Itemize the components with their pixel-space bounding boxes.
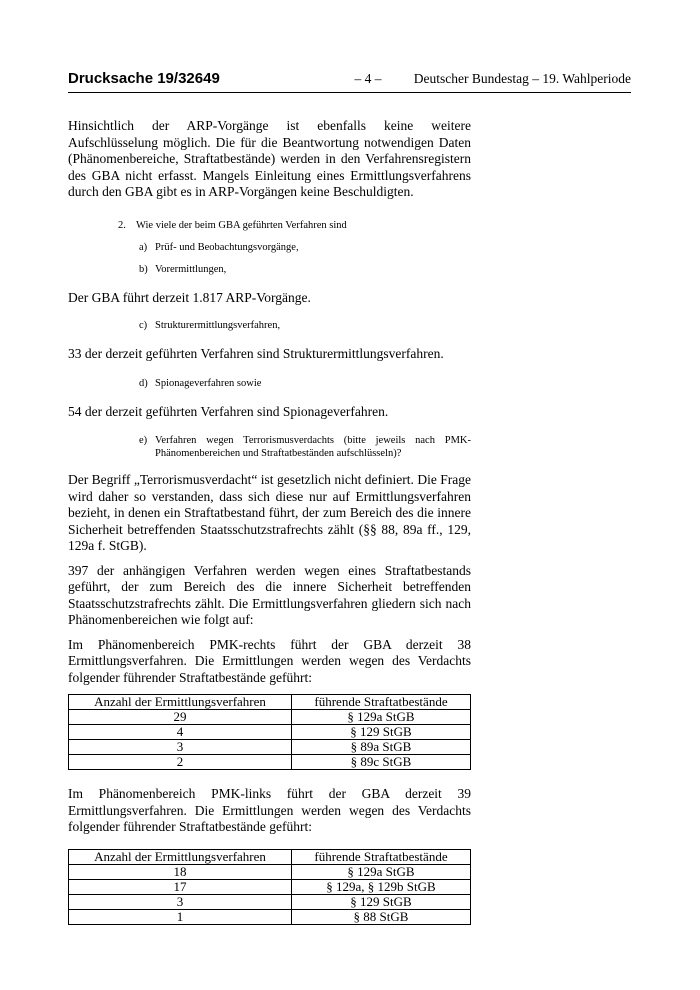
table-cell: 4 <box>69 725 292 740</box>
table-header-row <box>69 849 471 864</box>
column-header: führende Straftatbestände <box>292 695 471 710</box>
question-item-b: b) Vorermittlungen, <box>139 263 227 275</box>
document-number: Drucksache 19/32649 <box>68 70 220 87</box>
table-row <box>69 740 471 755</box>
question-item-e: e) Verfahren wegen Terrorismusverdachts (bitte jeweils nach PMK-Phänomenbereichen und Straftatbeständen aufschlüsseln)? <box>139 435 471 459</box>
table-cell: § 129a, § 129b StGB <box>292 879 471 894</box>
column-header: führende Straftatbestände <box>292 849 471 864</box>
table-row <box>69 864 471 879</box>
table-cell: 29 <box>69 710 292 725</box>
pmk-links-intro: Im Phänomenbereich PMK-links führt der GBA derzeit 39 Ermittlungsverfahren. Die Ermittlungen werden wegen des Verdachts folgender führender Straftatbestände geführt: <box>68 786 471 834</box>
table-cell: § 88 StGB <box>292 909 471 924</box>
table-cell: 18 <box>69 864 292 879</box>
answer-d: 54 der derzeit geführten Verfahren sind Spionageverfahren. <box>68 403 389 419</box>
table-cell: § 129a StGB <box>292 710 471 725</box>
table-cell: § 89c StGB <box>292 755 471 770</box>
table-row <box>69 909 471 924</box>
answer-e-definition: Der Begriff „Terrorismusverdacht“ ist gesetzlich nicht definiert. Die Frage wird daher so verstanden, dass sich diese nur auf Ermittlungsverfahren bezieht, in denen ein Straftatbestand führt, der zum Bereich des die innere Sicherheit betreffenden Staatsschutzstrafrechts zählt (§§ 88, 89a ff., 129, 129a f. StGB). <box>68 472 471 553</box>
answer-ab: Der GBA führt derzeit 1.817 ARP-Vorgänge. <box>68 289 311 305</box>
answer-c: 33 der derzeit geführten Verfahren sind Strukturermittlungsverfahren. <box>68 346 444 361</box>
question-2: 2. Wie viele der beim GBA geführten Verfahren sind <box>118 219 347 231</box>
table-row <box>69 879 471 894</box>
page-content <box>68 118 471 925</box>
table-cell: 3 <box>69 740 292 755</box>
table-pmk-links <box>68 849 471 925</box>
table-cell: § 89a StGB <box>292 740 471 755</box>
table-row <box>69 710 471 725</box>
table-cell: § 129 StGB <box>292 894 471 909</box>
table-row <box>69 894 471 909</box>
table-pmk-rechts <box>68 694 471 770</box>
question-item-d: d) Spionageverfahren sowie <box>139 377 262 389</box>
column-header: Anzahl der Ermittlungsverfahren <box>69 849 292 864</box>
pmk-rechts-intro: Im Phänomenbereich PMK-rechts führt der GBA derzeit 38 Ermittlungsverfahren. Die Ermittlungen werden wegen des Verdachts folgender führender Straftatbestände geführt: <box>68 636 471 685</box>
table-cell: § 129a StGB <box>292 864 471 879</box>
table-cell: 2 <box>69 755 292 770</box>
intro-paragraph: Hinsichtlich der ARP-Vorgänge ist ebenfalls keine weitere Aufschlüsselung möglich. Die für die Beantwortung notwendigen Daten (Phänomenbereiche, Straftatbestände) werden in den Verfahrensregistern des GBA nicht erfasst. Mangels Einleitung eines Ermittlungsverfahrens durch den GBA gibt es in ARP-Vorgängen keine Beschuldigten. <box>68 118 471 199</box>
answer-e-overview: 397 der anhängigen Verfahren werden wegen eines Straftatbestands geführt, der zum Bereich des die innere Sicherheit betreffenden Staatsschutzstrafrechts zählt. Die Ermittlungsverfahren gliedern sich nach Phänomenbereichen wie folgt auf: <box>68 562 471 627</box>
table-cell: 3 <box>69 894 292 909</box>
table-cell: § 129 StGB <box>292 725 471 740</box>
question-item-c: c) Strukturermittlungsverfahren, <box>139 320 281 331</box>
column-header: Anzahl der Ermittlungsverfahren <box>69 695 292 710</box>
publisher: Deutscher Bundestag – 19. Wahlperiode <box>413 71 631 86</box>
page-header <box>68 70 631 93</box>
question-item-a: a) Prüf- und Beobachtungsvorgänge, <box>139 241 299 253</box>
table-cell: 1 <box>69 909 292 924</box>
table-row <box>69 725 471 740</box>
page-number: – 4 – <box>354 71 382 86</box>
table-cell: 17 <box>69 879 292 894</box>
table-header-row <box>69 695 471 710</box>
table-row <box>69 755 471 770</box>
